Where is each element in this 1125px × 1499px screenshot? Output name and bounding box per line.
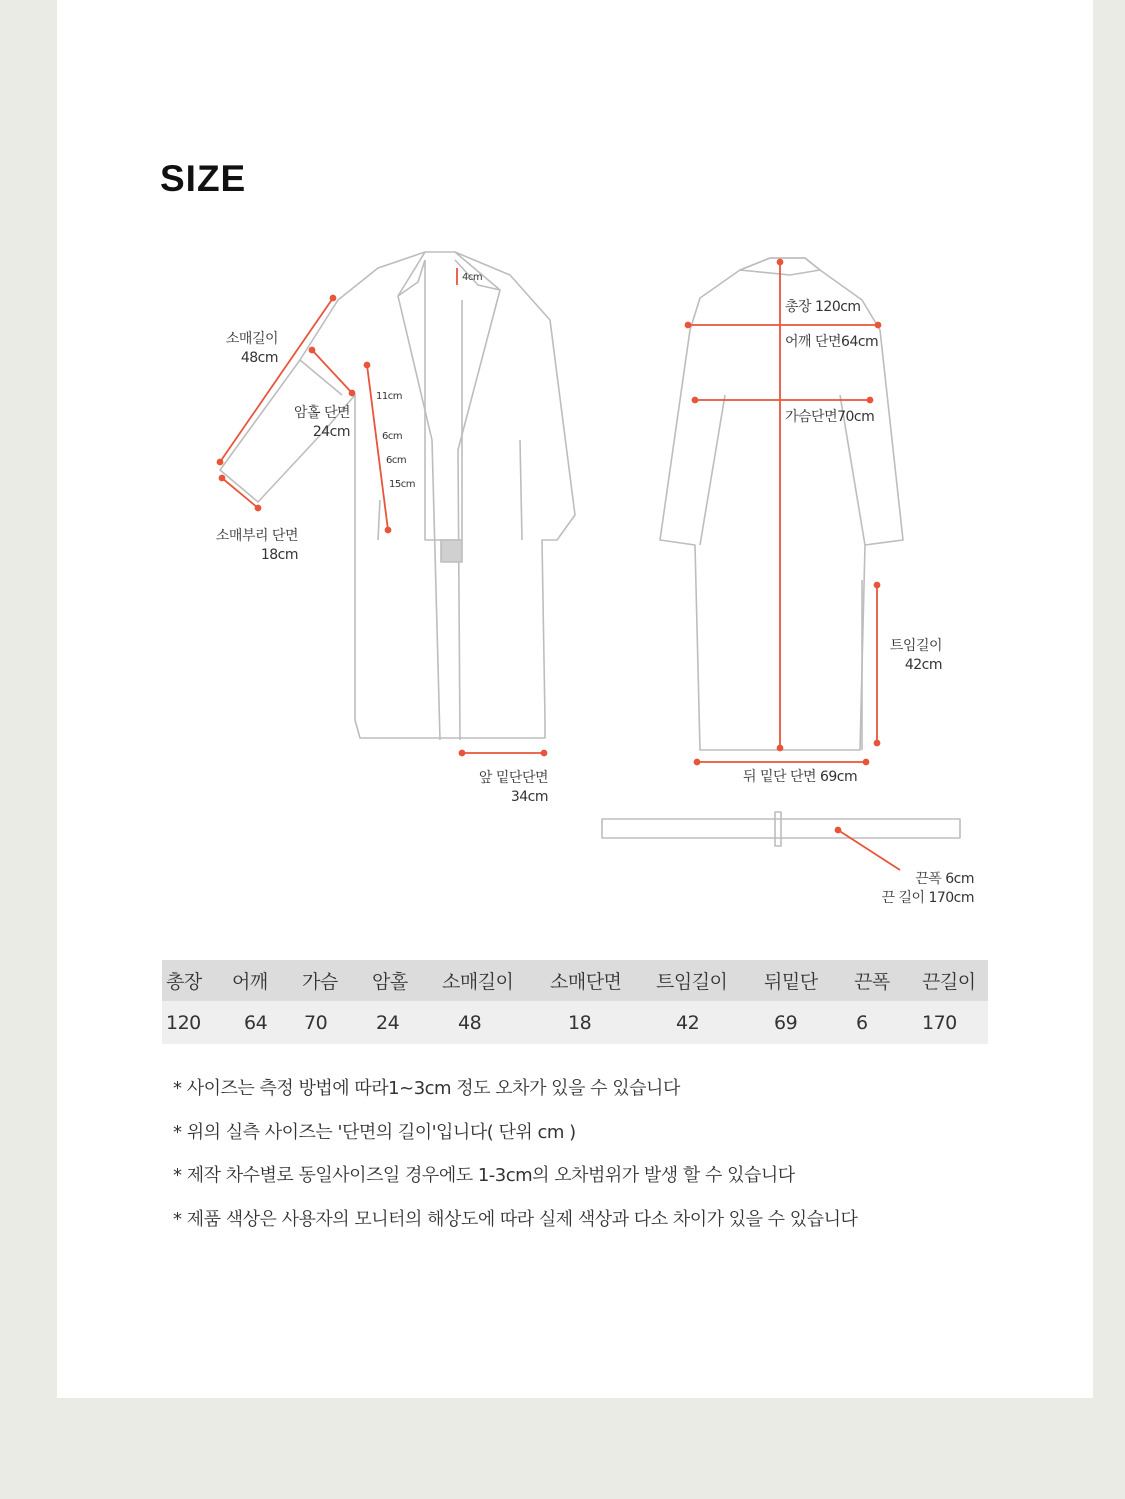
shoulder-label: 어깨 단면64cm — [785, 334, 879, 350]
header-cell: 소매길이 — [442, 971, 514, 993]
measure-6cm-b: 6cm — [386, 455, 407, 466]
belt-outline — [602, 812, 960, 846]
note-item: * 제품 색상은 사용자의 모니터의 해상도에 따라 실제 색상과 다소 차이가 있을 수 있습니다 — [173, 1208, 858, 1230]
total-length-label: 총장 120cm — [785, 299, 861, 315]
value-cell: 42 — [676, 1011, 700, 1034]
value-cell: 70 — [304, 1011, 328, 1034]
collar-label: 4cm — [462, 272, 483, 283]
size-notes — [173, 1075, 857, 1249]
header-cell: 끈폭 — [854, 971, 890, 993]
value-cell: 69 — [774, 1011, 798, 1034]
header-cell: 끈길이 — [922, 971, 976, 993]
value-cell: 170 — [922, 1011, 957, 1034]
slit-label: 트임길이 42cm — [889, 638, 942, 673]
value-cell: 6 — [856, 1011, 868, 1034]
header-cell: 총장 — [166, 971, 202, 993]
measure-6cm-a: 6cm — [382, 431, 403, 442]
value-cell: 18 — [568, 1011, 592, 1034]
armhole-label: 암홀 단면 24cm — [293, 405, 350, 440]
front-coat-outline — [220, 252, 575, 740]
note-item: * 위의 실측 사이즈는 '단면의 길이'입니다( 단위 cm ) — [173, 1121, 576, 1143]
header-cell: 소매단면 — [550, 971, 622, 993]
measure-15cm: 15cm — [389, 479, 415, 490]
note-item: * 사이즈는 측정 방법에 따라1~3cm 정도 오차가 있을 수 있습니다 — [173, 1078, 680, 1099]
back-hem-label: 뒤 밑단 단면 69cm — [743, 769, 858, 785]
page-title: SIZE — [160, 158, 247, 199]
measure-11cm: 11cm — [376, 391, 402, 402]
value-cell: 64 — [244, 1011, 268, 1034]
header-cell: 암홀 — [372, 971, 408, 993]
belt-label: 끈폭 6cm 끈 길이 170cm — [881, 871, 974, 906]
size-table-row — [162, 1001, 988, 1044]
chest-label: 가슴단면70cm — [785, 409, 875, 425]
header-cell: 트임길이 — [656, 971, 728, 993]
note-item: * 제작 차수별로 동일사이즈일 경우에도 1-3cm의 오차범위가 발생 할 수 있습니다 — [173, 1165, 795, 1186]
sleeve-length-label: 소매길이 48cm — [225, 331, 278, 366]
header-cell: 가슴 — [302, 971, 338, 993]
header-cell: 어깨 — [232, 971, 268, 993]
back-coat-outline — [660, 258, 903, 750]
value-cell: 24 — [376, 1011, 400, 1034]
header-cell: 뒤밑단 — [764, 971, 818, 993]
value-cell: 120 — [166, 1011, 201, 1034]
front-hem-label: 앞 밑단단면 34cm — [478, 770, 548, 805]
value-cell: 48 — [458, 1011, 482, 1034]
size-table-header — [162, 960, 988, 1001]
cuff-label: 소매부리 단면 18cm — [215, 528, 298, 563]
size-table — [162, 960, 988, 1044]
